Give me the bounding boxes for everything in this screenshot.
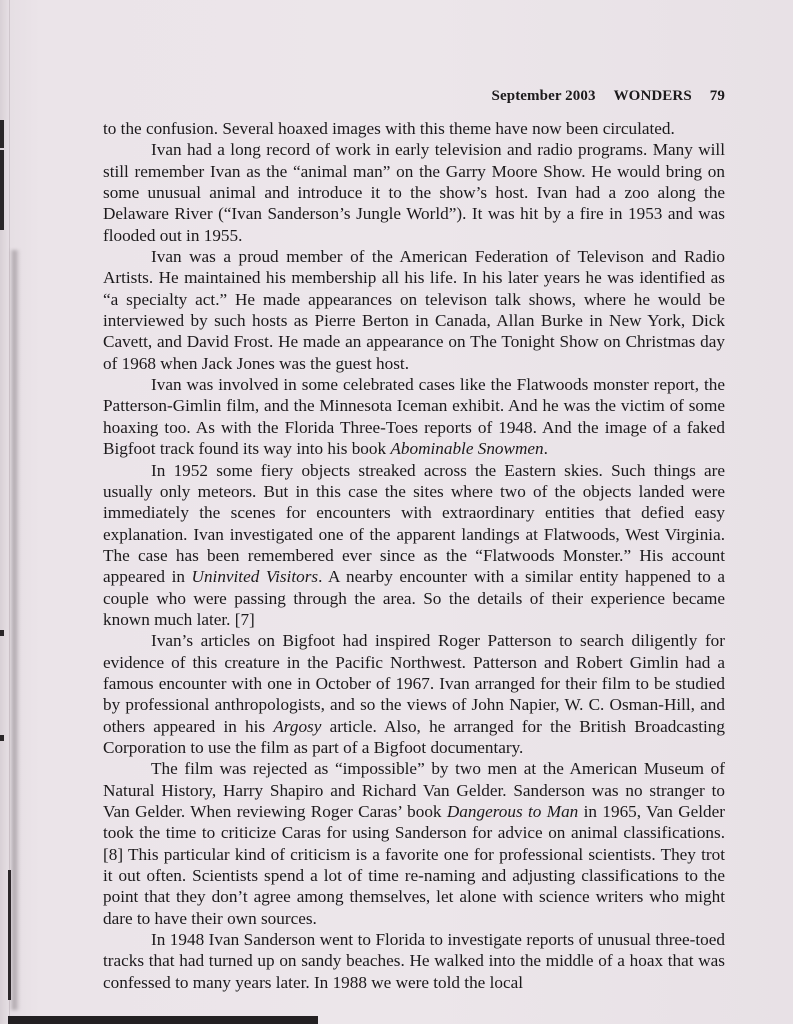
italic-title: Argosy [273,716,322,736]
paragraph [103,630,725,758]
header-date: September 2003 [491,88,596,104]
spine-mark [0,630,4,636]
paragraph [103,460,725,631]
gutter-shadow [10,250,20,1010]
scan-bottom-edge [8,1016,318,1024]
paragraph-text: article. Also, he arranged for the British Broadcasting Corporation to use the film as part of a Bigfoot documentary. [103,716,725,757]
italic-title: Uninvited Visitors [191,567,319,587]
paragraph [103,118,725,139]
paragraph-text: Ivan was a proud member of the American Federation of Televison and Radio Artists. He maintained his membership all his life. In his later years he was identified as “a specialty act.” He made appearances on televison talk shows, where he would be interviewed by such hosts as Pierre Berton in Canada, Allan Burke in New York, Dick Cavett, and David Frost. He made an appearance on The Tonight Show on Christmas day of 1968 when Jack Jones was the guest host. [103,247,725,373]
paragraph-text: Ivan was involved in some celebrated cases like the Flatwoods monster report, the Patterson-Gimlin film, and the Minnesota Iceman exhibit. And he was the victim of some hoaxing too. As with the Florida Three-Toes reports of 1948. And the image of a faked Bigfoot track found its way into his book [103,375,725,459]
running-header [492,88,725,105]
spine-mark [0,735,4,741]
paragraph-text: to the confusion. Several hoaxed images with this theme have now been circulated. [103,119,675,138]
paragraph-text: Ivan’s articles on Bigfoot had inspired Roger Patterson to search diligently for evidence of this creature in the Pacific Northwest. Patterson and Robert Gimlin had a famous encounter with one in October of 1967. Ivan arranged for their film to be studied by professional anthropologists, and so the views of John Napier, W. C. Osman-Hill, and others appeared in his [103,631,725,736]
header-page-number: 79 [709,88,725,104]
italic-title: Dangerous to Man [446,802,579,821]
paragraph [103,139,725,246]
paragraph-text: In 1948 Ivan Sanderson went to Florida to investigate reports of unusual three-toed tracks that had turned up on sandy beaches. He walked into the middle of a hoax that was confessed to many years later. In 1988 we were told the local [103,930,725,992]
paragraph-text: In 1952 some fiery objects streaked across the Eastern skies. Such things are usually only meteors. But in this case the sites where two of the objects landed were immediately the scenes for encounters with extraordinary entities that defied easy explanation. Ivan investigated one of the apparent landings at Flatwoods, West Virginia. The case has been remembered ever since as the “Flatwoods Monster.” His account appeared in [103,460,725,587]
spine-mark [0,150,4,230]
paragraph-text: . [543,439,548,459]
paragraph-text: . A nearby encounter with a similar entity happened to a couple who were passing through the area. So the details of their experience became known much later. [7] [103,567,726,629]
paragraph [103,246,725,374]
page-spine-edge [0,0,10,1024]
paragraph-text: The film was rejected as “impossible” by two men at the American Museum of Natural History, Harry Shapiro and Richard Van Gelder. Sanderson was no stranger to Van Gelder. When reviewing Roger Caras’ book [103,759,725,821]
paragraph [103,374,725,459]
paragraph [103,929,725,993]
paragraph-text: in 1965, Van Gelder took the time to criticize Caras for using Sanderson for advice on animal classifications. [8] This particular kind of criticism is a favorite one for professional scientists. They trot it out often. Scientists spend a lot of time re-naming and adjusting classifications to the point that they don’t agree among themselves, let alone with science writers who might dare to have their own sources. [103,802,725,928]
spine-mark [0,120,4,148]
italic-title: Abominable Snowmen [390,439,544,459]
article-body [103,118,725,993]
header-publication: WONDERS [613,88,692,104]
paragraph [103,758,725,929]
paragraph-text: Ivan had a long record of work in early television and radio programs. Many will still remember Ivan as the “animal man” on the Garry Moore Show. He would bring on some unusual animal and introduce it to the show’s host. Ivan had a zoo along the Delaware River (“Ivan Sanderson’s Jungle World”). It was hit by a fire in 1953 and was flooded out in 1955. [103,140,725,245]
